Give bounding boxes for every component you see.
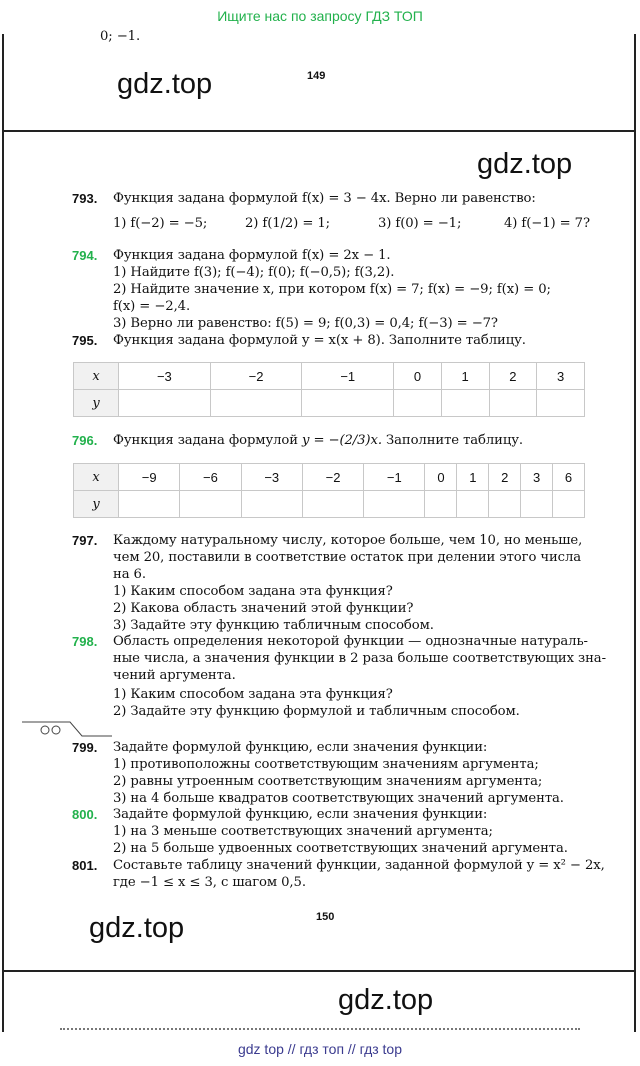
watermark: gdz.top <box>117 68 213 100</box>
table-cell-empty <box>521 491 553 518</box>
table-cell: 6 <box>553 464 585 491</box>
problem-line: 3) Задайте эту функцию табличным способом. <box>113 618 434 633</box>
problem-line: 2) равны утроенным соответствующим значениям аргумента; <box>113 774 543 789</box>
problem-text <box>113 432 523 449</box>
option: 3) f(0) = −1; <box>378 216 462 231</box>
problem-text-before: Функция задана формулой <box>113 433 298 448</box>
problem-number: 798. <box>72 634 98 649</box>
problem-line: 1) противоположны соответствующим значениям аргумента; <box>113 757 539 772</box>
table-cell-empty <box>119 491 180 518</box>
problem-number: 799. <box>72 740 98 755</box>
table-cell: 3 <box>537 363 585 390</box>
problem-line: f(x) = −2,4. <box>113 299 191 314</box>
watermark: gdz.top <box>338 984 434 1016</box>
table-row-x <box>74 363 585 390</box>
table-row-y <box>74 491 585 518</box>
table-cell: 0 <box>425 464 457 491</box>
problem-line: 3) на 4 больше квадратов соответствующих значений аргумента. <box>113 791 564 806</box>
table-cell-empty <box>441 390 489 417</box>
problem-line: 2) Найдите значение x, при котором f(x) = 7; f(x) = −9; f(x) = 0; <box>113 282 551 297</box>
table-cell-empty <box>119 390 211 417</box>
problem-line: 2) на 5 больше удвоенных соответствующих значений аргумента. <box>113 841 568 856</box>
table-cell-empty <box>364 491 425 518</box>
problem-line: 1) на 3 меньше соответствующих значений аргумента; <box>113 824 493 839</box>
problem-line: 1) Каким способом задана эта функция? <box>113 687 393 702</box>
table-cell: −3 <box>241 464 302 491</box>
problem-line: где −1 ≤ x ≤ 3, с шагом 0,5. <box>113 875 306 890</box>
page-border-right <box>634 130 636 972</box>
watermark: gdz.top <box>477 148 573 180</box>
problem-line: Функция задана формулой f(x) = 2x − 1. <box>113 248 391 263</box>
top-partial-text: 0; −1. <box>100 29 141 44</box>
table-row-x <box>74 464 585 491</box>
bottom-banner: gdz top // гдз топ // гдз top <box>237 1041 403 1057</box>
table-cell-empty <box>180 491 241 518</box>
page-border-left-bottom <box>2 970 4 1032</box>
difficulty-marker-icon <box>20 720 112 738</box>
table-cell-empty <box>457 491 489 518</box>
problem-line: Задайте формулой функцию, если значения функции: <box>113 740 488 755</box>
problem-number: 795. <box>72 333 98 348</box>
page-border-right-bottom <box>634 970 636 1032</box>
table-cell-empty <box>553 491 585 518</box>
option: 1) f(−2) = −5; <box>113 216 208 231</box>
values-table-795 <box>73 362 585 417</box>
problem-line: чем 20, поставили в соответствие остаток при делении этого числа <box>113 550 582 565</box>
problem-number: 793. <box>72 191 98 206</box>
table-cell-empty <box>302 491 363 518</box>
problem-text-after: Заполните таблицу. <box>386 433 523 448</box>
table-cell-empty <box>489 491 521 518</box>
problem-line: Составьте таблицу значений функции, заданной формулой y = x² − 2x, <box>113 858 605 873</box>
watermark: gdz.top <box>89 912 185 944</box>
problem-line: Каждому натуральному числу, которое больше, чем 10, но меньше, <box>113 533 583 548</box>
table-cell-empty <box>425 491 457 518</box>
table-cell: −6 <box>180 464 241 491</box>
problem-line: чений аргумента. <box>113 668 236 683</box>
problem-line: 3) Верно ли равенство: f(5) = 9; f(0,3) = 0,4; f(−3) = −7? <box>113 316 498 331</box>
table-cell: −2 <box>210 363 302 390</box>
table-cell: −1 <box>364 464 425 491</box>
table-cell: 1 <box>457 464 489 491</box>
table-cell-empty <box>394 390 442 417</box>
problem-line: ные числа, а значения функции в 2 раза больше соответствующих зна- <box>113 651 606 666</box>
table-cell: 2 <box>489 363 537 390</box>
top-banner: Ищите нас по запросу ГДЗ ТОП <box>217 8 423 24</box>
problem-number: 796. <box>72 433 98 448</box>
table-cell-empty <box>302 390 394 417</box>
page-separator-1 <box>2 130 636 132</box>
problem-line: 2) Задайте эту функцию формулой и табличным способом. <box>113 704 520 719</box>
problem-number: 801. <box>72 858 98 873</box>
page-number: 150 <box>316 911 335 923</box>
problem-line: 2) Какова область значений этой функции? <box>113 601 414 616</box>
problem-line: Задайте формулой функцию, если значения функции: <box>113 807 488 822</box>
values-table-796 <box>73 463 585 518</box>
table-cell: 3 <box>521 464 553 491</box>
table-header-x: x <box>74 363 119 390</box>
table-cell: −2 <box>302 464 363 491</box>
table-cell: 1 <box>441 363 489 390</box>
table-cell: 2 <box>489 464 521 491</box>
problem-line: на 6. <box>113 567 146 582</box>
table-header-x: x <box>74 464 119 491</box>
problem-line: 1) Каким способом задана эта функция? <box>113 584 393 599</box>
problem-number: 794. <box>72 248 98 263</box>
table-cell-empty <box>241 491 302 518</box>
page-border-right-top <box>634 34 636 132</box>
table-cell-empty <box>489 390 537 417</box>
page-number: 149 <box>307 70 326 82</box>
problem-text: Функция задана формулой y = x(x + 8). Заполните таблицу. <box>113 333 526 348</box>
table-row-y <box>74 390 585 417</box>
page-border-left <box>2 130 4 972</box>
table-cell: −9 <box>119 464 180 491</box>
table-cell-empty <box>210 390 302 417</box>
page-border-left-top <box>2 34 4 132</box>
option: 4) f(−1) = 7? <box>504 216 590 231</box>
table-header-y: y <box>74 491 119 518</box>
problem-line: Область определения некоторой функции — однозначные натураль- <box>113 634 588 649</box>
option: 2) f(1/2) = 1; <box>245 216 330 231</box>
problem-number: 800. <box>72 807 98 822</box>
page-separator-2 <box>2 970 636 972</box>
table-cell: −3 <box>119 363 211 390</box>
problem-text: Функция задана формулой f(x) = 3 − 4x. Верно ли равенство: <box>113 191 536 206</box>
cut-off-text-line <box>60 1028 580 1032</box>
table-cell: 0 <box>394 363 442 390</box>
table-header-y: y <box>74 390 119 417</box>
formula: y = −(2/3)x. <box>302 433 382 448</box>
table-cell-empty <box>537 390 585 417</box>
problem-line: 1) Найдите f(3); f(−4); f(0); f(−0,5); f(3,2). <box>113 265 395 280</box>
problem-number: 797. <box>72 533 98 548</box>
table-cell: −1 <box>302 363 394 390</box>
